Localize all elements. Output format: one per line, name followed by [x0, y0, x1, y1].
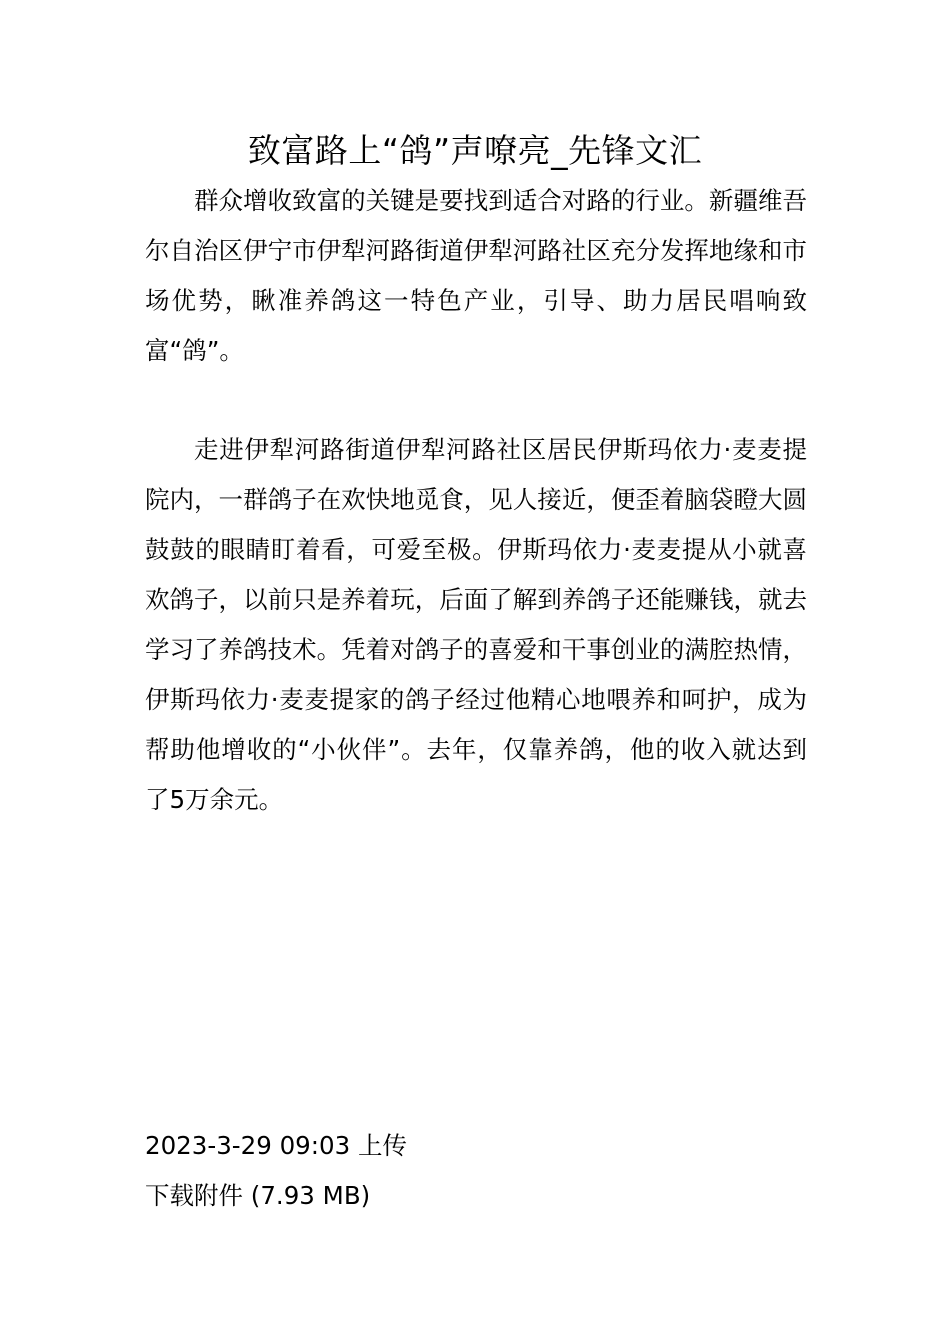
download-attachment-link[interactable]: 下载附件 (7.93 MB) [145, 1181, 371, 1210]
paragraph-story: 走进伊犁河路街道伊犁河路社区居民伊斯玛依力·麦麦提院内，一群鸽子在欢快地觅食，见人接近，便歪着脑袋瞪大圆鼓鼓的眼睛盯着看，可爱至极。伊斯玛依力·麦麦提从小就喜欢鸽子，以前只是养着玩，后面了解到养鸽子还能赚钱，就去学习了养鸽技术。凭着对鸽子的喜爱和干事创业的满腔热情，伊斯玛依力·麦麦提家的鸽子经过他精心地喂养和呵护，成为帮助他增收的“小伙伴”。去年，仅靠养鸽，他的收入就达到了5万余元。 [145, 435, 807, 814]
document-title: 致富路上“鸽”声嘹亮_先锋文汇 [247, 131, 703, 170]
upload-timestamp: 2023-3-29 09:03 上传 [145, 1131, 407, 1160]
paragraph-intro: 群众增收致富的关键是要找到适合对路的行业。新疆维吾尔自治区伊宁市伊犁河路街道伊犁河路社区充分发挥地缘和市场优势，瞅准养鸽这一特色产业，引导、助力居民唱响致富“鸽”。 [145, 186, 807, 365]
